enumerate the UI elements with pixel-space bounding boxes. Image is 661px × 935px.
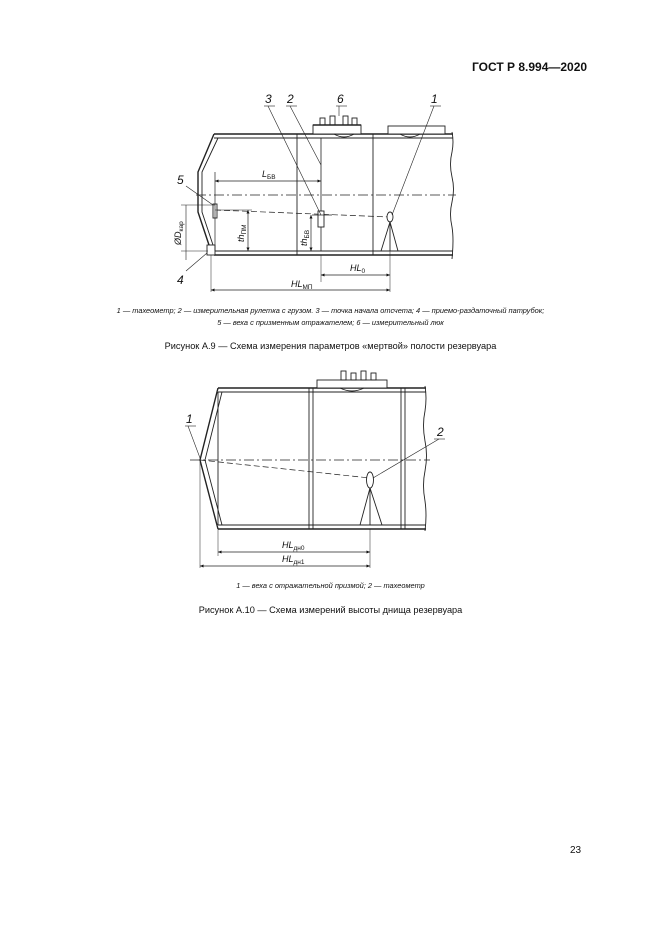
dim-d-kar: $ØD_{кар}$ bbox=[173, 221, 185, 245]
dim-hl-dn0: $HL_{дн0}$ bbox=[282, 540, 305, 552]
dim-th-pm: $th_{ПМ}$ bbox=[236, 224, 248, 242]
figure-a10-legend: 1 — веха с отражательной призмой; 2 — тахеометр bbox=[236, 581, 425, 590]
figure-a10-dimensions bbox=[282, 540, 305, 566]
figure-a9-numbers bbox=[177, 92, 438, 287]
callout-a10-1: 1 bbox=[186, 412, 193, 426]
callout-4: 4 bbox=[177, 273, 184, 287]
figure-a9-legend-line1: 1 — тахеометр; 2 — измерительная рулетка с грузом. 3 — точка начала отсчета; 4 — приемо-раздаточный патрубок; bbox=[116, 306, 545, 315]
dim-hl0: $HL_0$ bbox=[350, 263, 366, 275]
page-number: 23 bbox=[570, 845, 582, 856]
callout-2: 2 bbox=[287, 92, 294, 106]
callout-6: 6 bbox=[337, 92, 344, 106]
figure-a9-legend-line2: 5 — веха с призменным отражателем; 6 — измерительный люк bbox=[217, 318, 444, 327]
figure-a10-caption: Рисунок А.10 — Схема измерений высоты днища резервуара bbox=[198, 605, 463, 615]
dim-l-bv: $L_{БВ}$ bbox=[262, 169, 276, 181]
callout-3: 3 bbox=[265, 92, 272, 106]
callout-a10-2: 2 bbox=[437, 425, 444, 439]
figure-a9-tank bbox=[181, 106, 456, 292]
figure-a10-tank bbox=[185, 371, 445, 568]
callout-5: 5 bbox=[177, 173, 184, 187]
figure-a9-caption: Рисунок А.9 — Схема измерения параметров «мертвой» полости резервуара bbox=[164, 341, 497, 351]
dim-th-bv: $th_{БВ}$ bbox=[299, 229, 311, 246]
dim-hl-mp: $HL_{МП}$ bbox=[291, 279, 313, 291]
callout-1: 1 bbox=[431, 92, 438, 106]
dim-hl-dn1: $HL_{дн1}$ bbox=[282, 554, 305, 566]
standard-header: ГОСТ Р 8.994—2020 bbox=[472, 60, 588, 74]
